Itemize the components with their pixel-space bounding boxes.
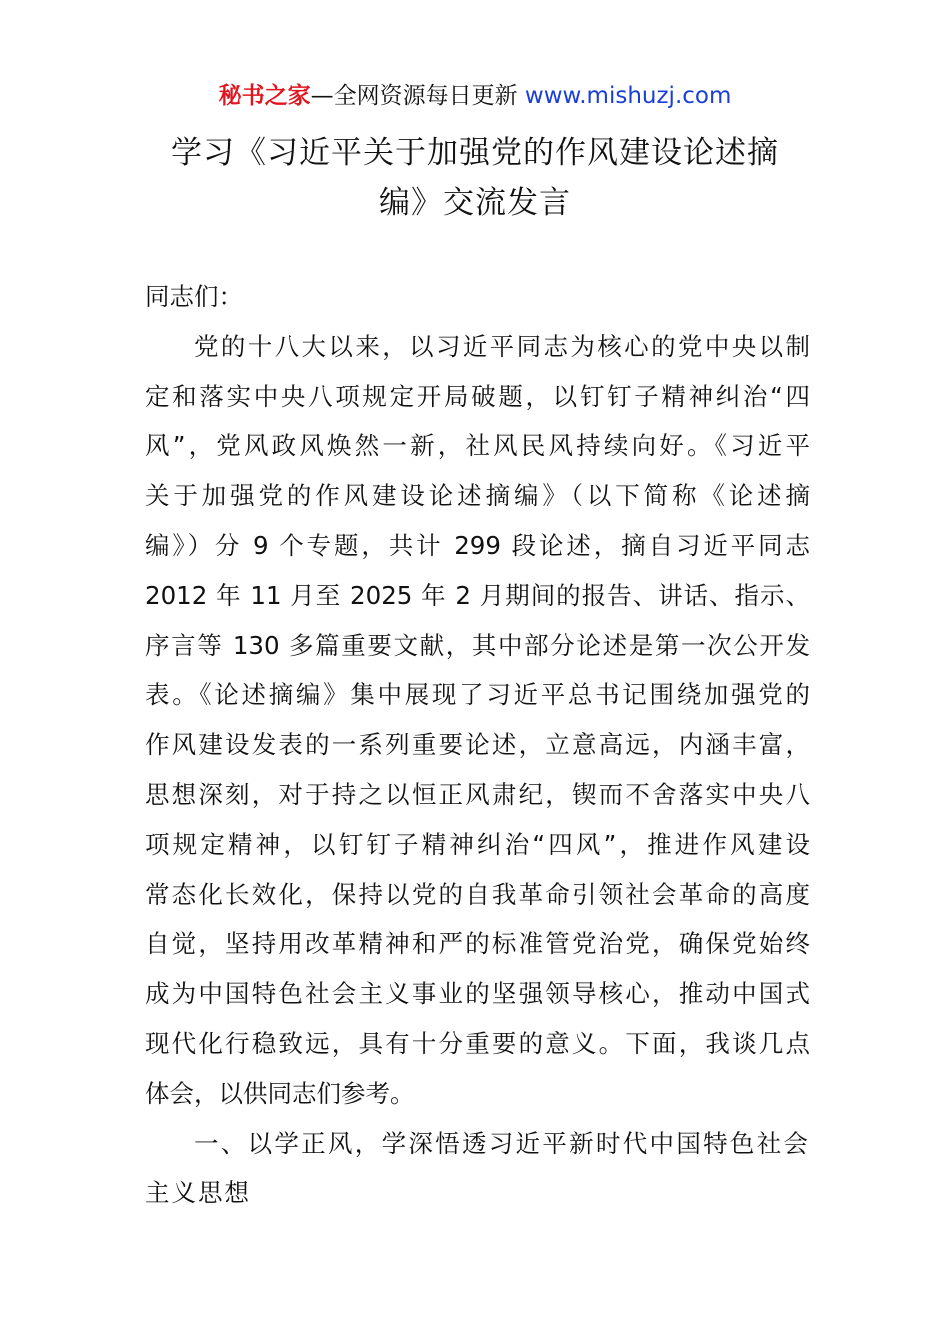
title-line-2: 编》交流发言 bbox=[379, 185, 571, 221]
section-heading-line: 主义思想 bbox=[145, 1178, 251, 1208]
paragraph-line: 2012 年 11 月至 2025 年 2 月期间的报告、讲话、指示、 bbox=[145, 580, 810, 610]
document-title bbox=[150, 128, 800, 228]
paragraph-line: 定和落实中央八项规定开局破题，以钉钉子精神纠治“四 bbox=[145, 381, 810, 411]
site-brand: 秘书之家 bbox=[218, 83, 311, 109]
section-heading-line: 一、以学正风，学深悟透习近平新时代中国特色社会 bbox=[194, 1128, 810, 1158]
site-link[interactable]: www.mishuzj.com bbox=[524, 83, 732, 109]
site-header bbox=[0, 80, 950, 112]
salutation: 同志们： bbox=[145, 282, 243, 311]
paragraph-line: 体会，以供同志们参考。 bbox=[145, 1078, 415, 1108]
document-body bbox=[145, 272, 810, 1218]
paragraph-line: 现代化行稳致远，具有十分重要的意义。下面，我谈几点 bbox=[145, 1028, 810, 1058]
paragraph-line: 编》）分 9 个专题，共计 299 段论述，摘自习近平同志 bbox=[145, 530, 810, 560]
title-line-1: 学习《习近平关于加强党的作风建设论述摘 bbox=[171, 135, 779, 171]
paragraph-line: 成为中国特色社会主义事业的坚强领导核心，推动中国式 bbox=[145, 979, 810, 1009]
paragraph-line: 常态化长效化，保持以党的自我革命引领社会革命的高度 bbox=[145, 879, 810, 909]
paragraph-line: 自觉，坚持用改革精神和严的标准管党治党，确保党始终 bbox=[145, 929, 810, 959]
paragraph-line: 序言等 130 多篇重要文献，其中部分论述是第一次公开发 bbox=[145, 630, 810, 660]
paragraph-line: 风”，党风政风焕然一新，社风民风持续向好。《习近平 bbox=[145, 431, 810, 461]
paragraph-line: 关于加强党的作风建设论述摘编》（以下简称《论述摘 bbox=[145, 481, 810, 511]
paragraph-line: 项规定精神，以钉钉子精神纠治“四风”，推进作风建设 bbox=[145, 829, 810, 859]
paragraph-line: 党的十八大以来，以习近平同志为核心的党中央以制 bbox=[194, 331, 810, 361]
paragraph-line: 表。《论述摘编》集中展现了习近平总书记围绕加强党的 bbox=[145, 680, 810, 710]
paragraph-line: 作风建设发表的一系列重要论述，立意高远，内涵丰富， bbox=[145, 730, 810, 760]
site-tagline: —全网资源每日更新 bbox=[310, 83, 525, 109]
paragraph-line: 思想深刻，对于持之以恒正风肃纪，锲而不舍落实中央八 bbox=[145, 779, 810, 809]
